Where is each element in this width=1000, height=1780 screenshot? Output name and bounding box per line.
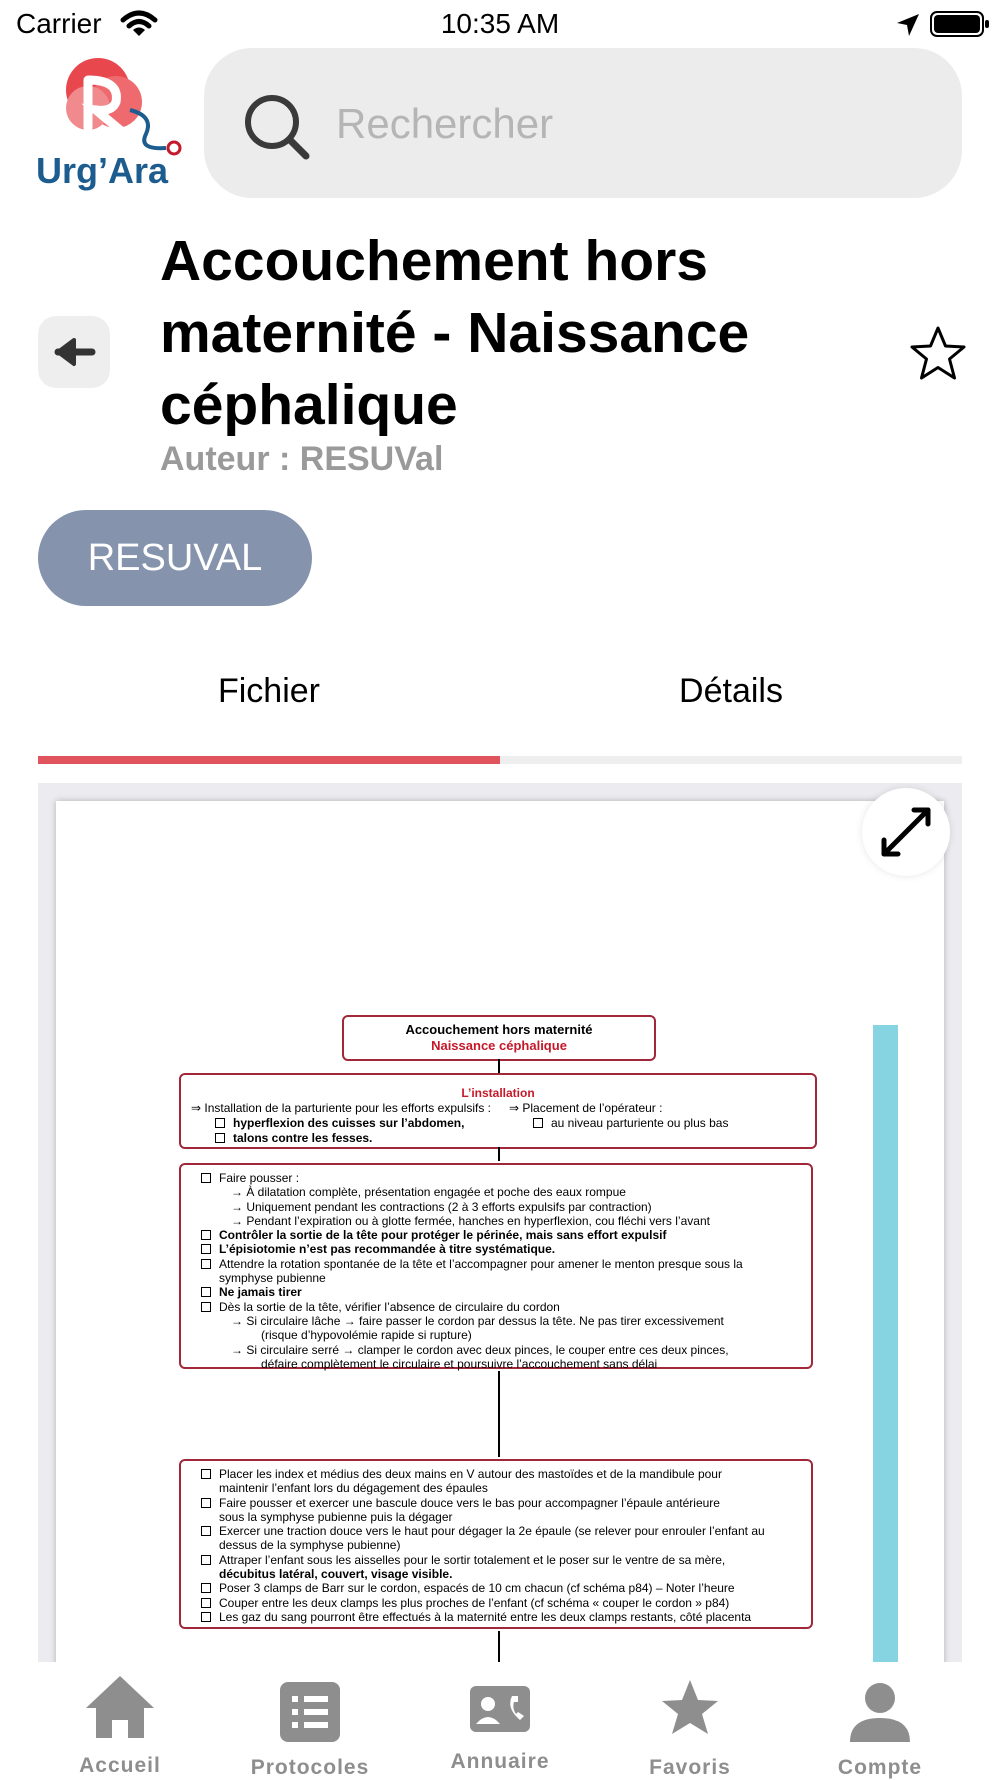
doc-line: Contrôler la sortie de la tête pour protéger le périnée, mais sans effort expulsif bbox=[181, 1228, 811, 1242]
flow-arrow bbox=[498, 1631, 500, 1663]
install-right-intro: ⇒ Placement de l’opérateur : bbox=[509, 1101, 663, 1115]
author-label: Auteur : RESUVal bbox=[160, 440, 444, 478]
page-title: Accouchement hors maternité - Naissance céphalique bbox=[160, 229, 750, 437]
doc-line: symphyse pubienne bbox=[219, 1271, 326, 1286]
location-arrow-icon bbox=[895, 12, 921, 38]
search-input[interactable]: Rechercher bbox=[336, 100, 554, 147]
doc-line: → Pendant l’expiration ou à glotte fermée, hanches en hyperflexion, cou fléchi vers l’avant bbox=[231, 1213, 710, 1228]
nav-label: Annuaire bbox=[450, 1750, 550, 1773]
doc-line: Faire pousser et exercer une bascule douce vers le bas pour accompagner l’épaule antérieure bbox=[181, 1496, 811, 1510]
doc-shoulder-box bbox=[179, 1459, 813, 1629]
fullscreen-button[interactable] bbox=[862, 788, 950, 876]
nav-protocoles[interactable] bbox=[230, 1668, 390, 1779]
nav-favoris[interactable] bbox=[610, 1668, 770, 1779]
doc-line: sous la symphyse pubienne puis la dégager bbox=[219, 1509, 453, 1524]
install-left-item: hyperflexion des cuisses sur l’abdomen, bbox=[215, 1116, 464, 1130]
doc-header-box bbox=[342, 1015, 656, 1061]
doc-line: défaire complètement le circulaire et poursuivre l’accouchement sans délai bbox=[261, 1356, 658, 1371]
doc-line: Couper entre les deux clamps les plus proches de l’enfant (cf schéma « couper le cordon » p84) bbox=[181, 1596, 811, 1610]
doc-line: Ne jamais tirer bbox=[181, 1285, 811, 1299]
flow-arrow bbox=[498, 1059, 500, 1073]
arrow-left-icon bbox=[38, 316, 110, 388]
document-viewer[interactable] bbox=[38, 783, 962, 1663]
tab-fichier[interactable]: Fichier bbox=[217, 672, 321, 710]
nav-annuaire[interactable] bbox=[420, 1668, 580, 1773]
doc-line: Attendre la rotation spontanée de la tête et l’accompagner pour amener le menton presque sous la bbox=[181, 1257, 811, 1271]
home-icon bbox=[40, 1668, 200, 1744]
doc-line: → Si circulaire serré → clamper le cordon avec deux pinces, le couper entre ces deux pinces, bbox=[231, 1342, 729, 1357]
nav-label: Compte bbox=[837, 1756, 923, 1779]
nav-compte[interactable] bbox=[800, 1668, 960, 1779]
doc-line: → Uniquement pendant les contractions (2 à 3 efforts expulsifs par contraction) bbox=[231, 1199, 652, 1214]
nav-label: Protocoles bbox=[250, 1756, 370, 1779]
doc-line: Dès la sortie de la tête, vérifier l’absence de circulaire du cordon bbox=[181, 1300, 811, 1314]
doc-line: Poser 3 clamps de Barr sur le cordon, espacés de 10 cm chacun (cf schéma p84) – Noter l’heure bbox=[181, 1581, 811, 1595]
search-bar[interactable] bbox=[204, 48, 962, 198]
battery-icon bbox=[930, 10, 990, 38]
flow-arrow bbox=[498, 1371, 500, 1457]
clock: 10:35 AM bbox=[440, 8, 560, 39]
nav-label: Favoris bbox=[649, 1756, 731, 1779]
star-icon bbox=[610, 1668, 770, 1744]
doc-line: L’épisiotomie n’est pas recommandée à titre systématique. bbox=[181, 1242, 811, 1256]
nav-accueil[interactable] bbox=[40, 1668, 200, 1777]
doc-line: Les gaz du sang pourront être effectués à la maternité entre les deux clamps restants, côté placenta bbox=[181, 1610, 811, 1624]
favorite-star-icon[interactable] bbox=[906, 322, 970, 386]
tab-details[interactable]: Détails bbox=[679, 672, 783, 710]
install-heading: L’installation bbox=[461, 1086, 535, 1100]
flow-arrow bbox=[498, 1147, 500, 1161]
doc-install-box bbox=[179, 1073, 817, 1149]
doc-line: (risque d’hypovolémie rapide si rupture) bbox=[261, 1328, 472, 1343]
doc-header-title: Accouchement hors maternité bbox=[405, 1022, 593, 1037]
doc-line: Faire pousser : bbox=[181, 1171, 811, 1185]
side-color-bar bbox=[873, 1025, 898, 1663]
install-left-intro: ⇒ Installation de la parturiente pour les efforts expulsifs : bbox=[191, 1101, 491, 1115]
person-icon bbox=[800, 1668, 960, 1744]
doc-line: Attraper l’enfant sous les aisselles pour le sortir totalement et le poser sur le ventre de sa mère, bbox=[181, 1553, 811, 1567]
install-right-item: au niveau parturiente ou plus bas bbox=[533, 1116, 728, 1130]
logo-text: Urg’Ara bbox=[36, 150, 169, 191]
search-icon bbox=[240, 90, 314, 164]
doc-line: Exercer une traction douce vers le haut pour dégager la 2e épaule (se relever pour enrouler l’enfant au bbox=[181, 1524, 811, 1538]
doc-line: Placer les index et médius des deux mains en V autour des mastoïdes et de la mandibule pour bbox=[181, 1467, 811, 1481]
back-button[interactable] bbox=[38, 316, 110, 388]
contact-card-icon bbox=[420, 1668, 580, 1744]
status-bar bbox=[0, 0, 1000, 48]
doc-delivery-box bbox=[179, 1163, 813, 1369]
doc-line: dessus de la symphyse pubienne) bbox=[219, 1538, 401, 1553]
doc-line: → Si circulaire lâche → faire passer le cordon par dessus la tête. Ne pas tirer excessivement bbox=[231, 1313, 724, 1328]
nav-label: Accueil bbox=[79, 1754, 161, 1777]
doc-line: maintenir l’enfant lors du dégagement des épaules bbox=[219, 1481, 488, 1496]
list-icon bbox=[230, 1668, 390, 1744]
doc-header-subtitle: Naissance céphalique bbox=[431, 1038, 567, 1053]
pdf-page bbox=[56, 801, 944, 1663]
doc-line: → À dilatation complète, présentation engagée et poche des eaux rompue bbox=[231, 1185, 626, 1200]
doc-line: décubitus latéral, couvert, visage visible. bbox=[219, 1567, 453, 1582]
tag-chip[interactable]: RESUVAL bbox=[38, 510, 312, 606]
carrier-label: Carrier bbox=[16, 8, 102, 39]
install-left-item: talons contre les fesses. bbox=[215, 1131, 372, 1145]
tab-indicator bbox=[38, 756, 500, 764]
expand-icon bbox=[862, 788, 950, 876]
